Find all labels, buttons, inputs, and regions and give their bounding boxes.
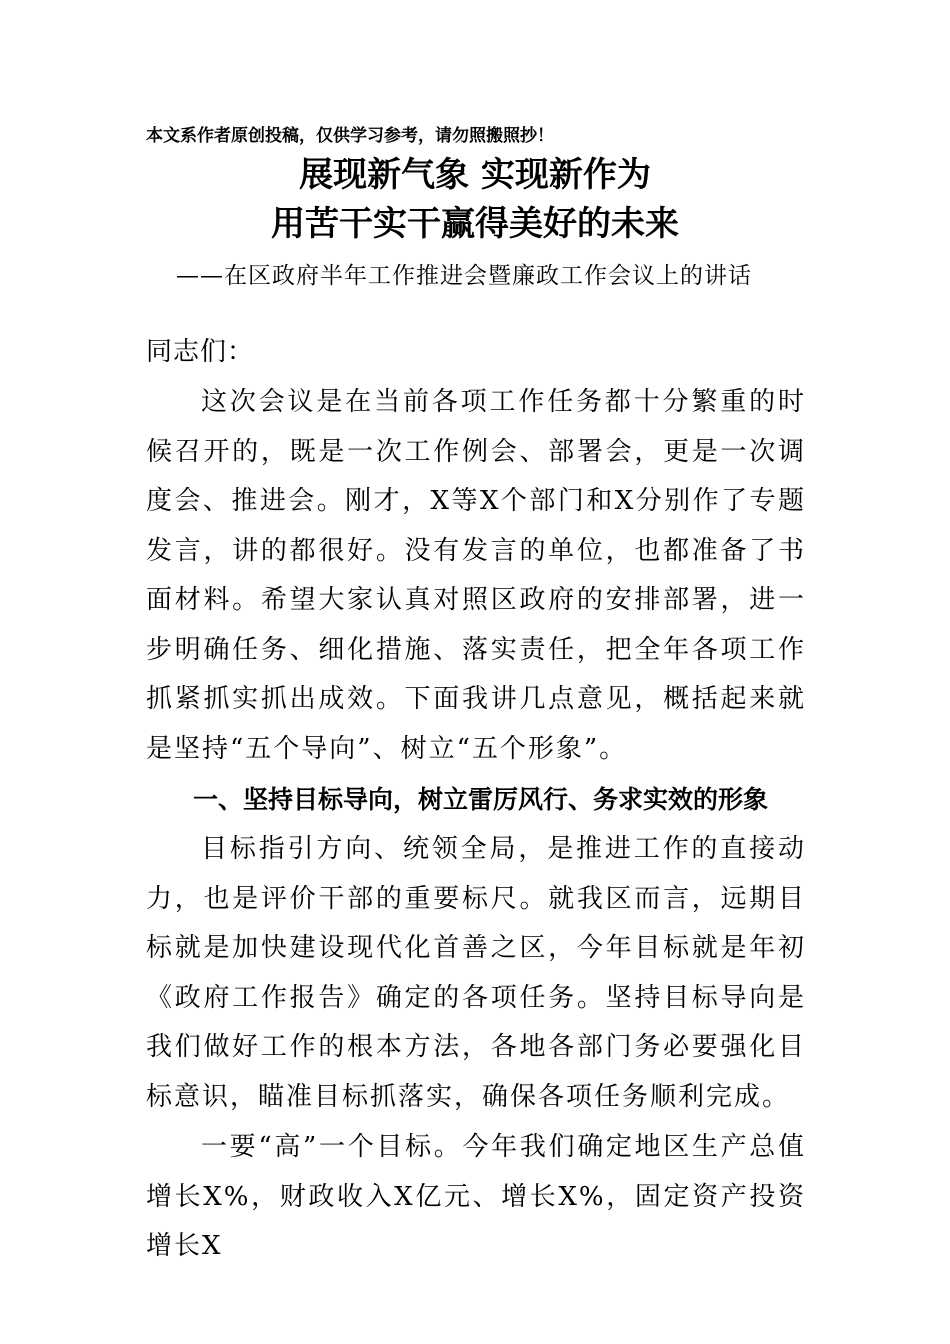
paragraph-intro: 这次会议是在当前各项工作任务都十分繁重的时候召开的，既是一次工作例会、部署会，更是一次调度会、推进会。刚才，X等X个部门和X分别作了专题发言，讲的都很好。没有发言的单位，也都准备了书面材料。希望大家认真对照区政府的安排部署，进一步明确任务、细化措施、落实责任，把全年各项工作抓紧抓实抓出成效。下面我讲几点意见，概括起来就是坚持“五个导向”、树立“五个形象”。 (146, 387, 806, 764)
greeting: 同志们： (146, 337, 255, 367)
section-heading-1: 一、坚持目标导向，树立雷厉风行、务求实效的形象 (193, 785, 769, 814)
document-title-line2: 用苦干实干赢得美好的未来 (271, 204, 679, 244)
document-subtitle: ——在区政府半年工作推进会暨廉政工作会议上的讲话 (176, 263, 752, 289)
paragraph-goal: 一要“高”一个目标。今年我们确定地区生产总值增长X%，财政收入X亿元、增长X%，固定资产投资增长X (146, 1132, 806, 1261)
document-title-line1: 展现新气象 实现新作为 (299, 155, 651, 195)
paragraph-section1: 目标指引方向、统领全局，是推进工作的直接动力，也是评价干部的重要标尺。就我区而言，远期目标就是加快建设现代化首善之区，今年目标就是年初《政府工作报告》确定的各项任务。坚持目标导向是我们做好工作的根本方法，各地各部门务必要强化目标意识，瞄准目标抓落实，确保各项任务顺利完成。 (146, 834, 806, 1112)
copyright-notice: 本文系作者原创投稿，仅供学习参考，请勿照搬照抄！ (146, 126, 554, 146)
